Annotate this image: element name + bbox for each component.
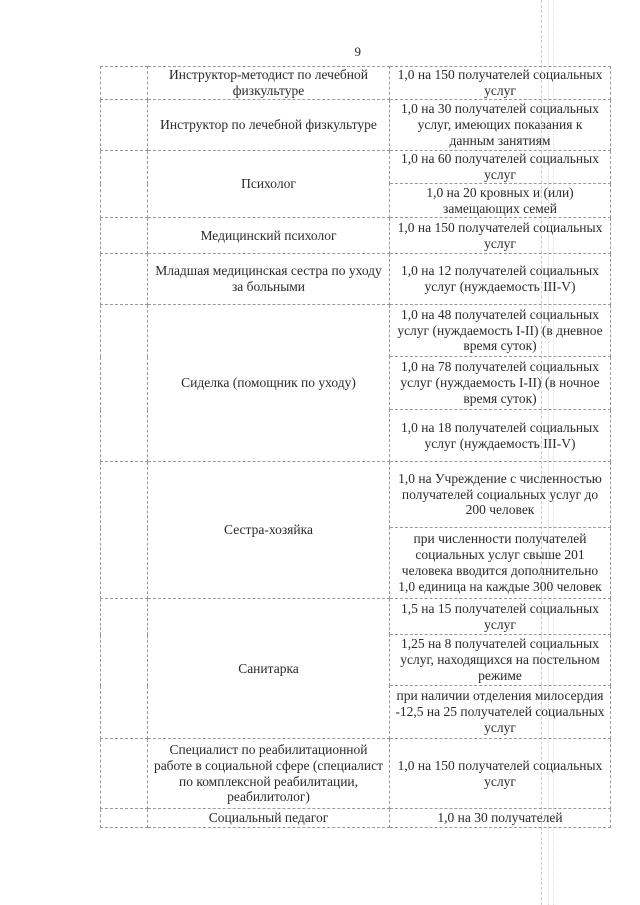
position-cell: Инструктор-методист по лечебной физкультуре bbox=[148, 67, 390, 100]
position-cell: Инструктор по лечебной физкультуре bbox=[148, 100, 390, 151]
number-cell bbox=[101, 305, 148, 462]
norm-cell: при численности получателей социальных услуг свыше 201 человека вводится дополнительно 1,0 единица на каждые 300 человек bbox=[390, 528, 611, 599]
position-cell: Сестра-хозяйка bbox=[148, 462, 390, 599]
norm-cell: 1,0 на 150 получателей социальных услуг bbox=[390, 739, 611, 809]
number-cell bbox=[101, 67, 148, 100]
number-cell bbox=[101, 739, 148, 809]
norm-cell: 1,0 на 12 получателей социальных услуг (нуждаемость III-V) bbox=[390, 254, 611, 305]
norm-cell: 1,0 на 18 получателей социальных услуг (нуждаемость III-V) bbox=[390, 410, 611, 462]
number-cell bbox=[101, 218, 148, 254]
norm-cell: при наличии отделения милосердия -12,5 на 25 получателей социальных услуг bbox=[390, 686, 611, 739]
norm-cell: 1,0 на 150 получателей социальных услуг bbox=[390, 218, 611, 254]
norm-cell: 1,0 на 48 получателей социальных услуг (нуждаемость I-II) (в дневное время суток) bbox=[390, 305, 611, 357]
norm-cell: 1,25 на 8 получателей социальных услуг, находящихся на постельном режиме bbox=[390, 635, 611, 686]
page-number: 9 bbox=[354, 44, 362, 59]
norm-cell: 1,0 на 30 получателей bbox=[390, 809, 611, 828]
norm-cell: 1,0 на 30 получателей социальных услуг, имеющих показания к данным занятиям bbox=[390, 100, 611, 151]
position-cell: Санитарка bbox=[148, 599, 390, 739]
position-cell: Социальный педагог bbox=[148, 809, 390, 828]
table-row bbox=[101, 305, 611, 357]
number-cell bbox=[101, 100, 148, 151]
number-cell bbox=[101, 151, 148, 218]
number-cell bbox=[101, 254, 148, 305]
table-row bbox=[101, 100, 611, 151]
staffing-norms-table bbox=[100, 66, 611, 828]
norm-cell: 1,0 на 78 получателей социальных услуг (нуждаемость I-II) (в ночное время суток) bbox=[390, 357, 611, 410]
position-cell: Младшая медицинская сестра по уходу за больными bbox=[148, 254, 390, 305]
table-row bbox=[101, 254, 611, 305]
table-row bbox=[101, 809, 611, 828]
number-cell bbox=[101, 462, 148, 599]
table-row bbox=[101, 67, 611, 100]
table-row bbox=[101, 739, 611, 809]
norm-cell: 1,5 на 15 получателей социальных услуг bbox=[390, 599, 611, 635]
position-cell: Психолог bbox=[148, 151, 390, 218]
norm-cell: 1,0 на 150 получателей социальных услуг bbox=[390, 67, 611, 100]
table-row bbox=[101, 599, 611, 635]
table-row bbox=[101, 462, 611, 528]
norm-cell: 1,0 на 20 кровных и (или) замещающих семей bbox=[390, 184, 611, 218]
number-cell bbox=[101, 599, 148, 739]
norm-cell: 1,0 на Учреждение с численностью получателей социальных услуг до 200 человек bbox=[390, 462, 611, 528]
table-row bbox=[101, 218, 611, 254]
number-cell bbox=[101, 809, 148, 828]
position-cell: Сиделка (помощник по уходу) bbox=[148, 305, 390, 462]
position-cell: Медицинский психолог bbox=[148, 218, 390, 254]
position-cell: Специалист по реабилитационной работе в социальной сфере (специалист по комплексной реабилитации, реабилитолог) bbox=[148, 739, 390, 809]
table-row bbox=[101, 151, 611, 184]
norm-cell: 1,0 на 60 получателей социальных услуг bbox=[390, 151, 611, 184]
